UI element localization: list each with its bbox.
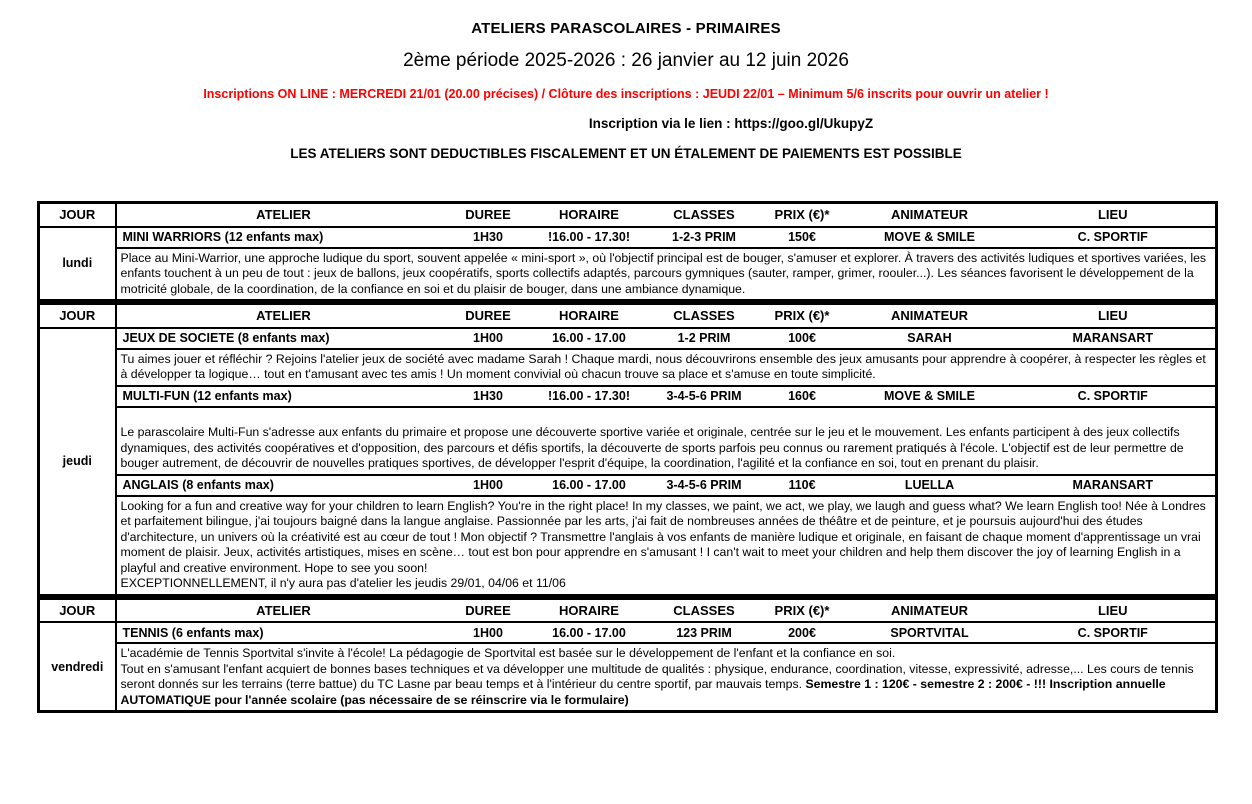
duree-cell: 1H00	[451, 475, 526, 496]
day-cell-lundi: lundi	[39, 227, 116, 301]
description-row	[39, 496, 1217, 596]
header-row	[39, 598, 1217, 622]
atelier-name: TENNIS (6 enfants max)	[116, 622, 451, 643]
document-header	[0, 0, 1252, 161]
col-header-duree: DUREE	[451, 203, 526, 227]
header-row	[39, 203, 1217, 227]
description-row	[39, 248, 1217, 301]
col-header-classes: CLASSES	[653, 598, 756, 622]
atelier-description: Le parascolaire Multi-Fun s'adresse aux enfants du primaire et propose une découverte sportive variée et originale, centrée sur le jeu et le mouvement. Les enfants participent à des jeux collectifs dynamiques, des activités coopératives et d'opposition, des parcours et défis sportifs, la découverte de sports parfois peu connus ou rarement pratiqués à l'école. L'objectif est de leur permettre de bouger autrement, de découvrir de nouvelles pratiques sportives, de développer l'esprit d'équipe, la coordination, l'agilité et la confiance en soi, tout en prenant du plaisir.	[116, 407, 1217, 475]
tax-notice: LES ATELIERS SONT DEDUCTIBLES FISCALEMENT ET UN ÉTALEMENT DE PAIEMENTS EST POSSIBLE	[290, 146, 962, 161]
atelier-description: Tu aimes jouer et réfléchir ? Rejoins l'atelier jeux de société avec madame Sarah ! Chaque mardi, nous découvrirons ensemble des jeux amusants pour apprendre à coopérer, à respecter les règles et à développer ta logique… tout en t'amusant avec tes amis ! Un moment convivial où chacun trouve sa place et s'amuse en toute simplicité.	[116, 349, 1217, 386]
description-row	[39, 643, 1217, 712]
atelier-name: JEUX DE SOCIETE (8 enfants max)	[116, 328, 451, 349]
atelier-name: MINI WARRIORS (12 enfants max)	[116, 227, 451, 248]
classes-cell: 1-2-3 PRIM	[653, 227, 756, 248]
atelier-description: Looking for a fun and creative way for your children to learn English? You're in the right place! In my classes, we paint, we act, we play, we laugh and guess what? We learn English too! Née à Londres et parfaitement bilingue, j'ai toujours baigné dans la langue anglaise. Passionnée par les arts, j'ai fait de nombreuses années de théâtre et de peinture, et je poursuis aujourd'hui des études d'architecture, un univers où la créativité est au cœur de tout ! Mon objectif ? Transmettre l'anglais à vos enfants de manière ludique et originale, en faisant de chaque moment d'apprentissage un vrai moment de plaisir. Jeux, activités artistiques, mises en scène… tout est bon pour apprendre en s'amusant ! I can't wait to meet your children and help them discover the joy of learning English in a playful and creative environment. Hope to see you soon! EXCEPTIONNELLEMENT, il n'y aura pas d'atelier les jeudis 29/01, 04/06 et 11/06	[116, 496, 1217, 596]
horaire-cell: !16.00 - 17.30!	[526, 386, 653, 407]
col-header-prix: PRIX (€)*	[756, 304, 849, 328]
atelier-name: MULTI-FUN (12 enfants max)	[116, 386, 451, 407]
col-header-lieu: LIEU	[1011, 598, 1217, 622]
workshop-row	[39, 227, 1217, 248]
col-header-classes: CLASSES	[653, 203, 756, 227]
col-header-animateur: ANIMATEUR	[849, 598, 1011, 622]
registration-notice: Inscriptions ON LINE : MERCREDI 21/01 (20.00 précises) / Clôture des inscriptions : JEUDI 22/01 – Minimum 5/6 inscrits pour ouvrir un atelier !	[203, 87, 1049, 101]
col-header-prix: PRIX (€)*	[756, 598, 849, 622]
registration-url[interactable]: https://goo.gl/UkupyZ	[734, 116, 874, 131]
col-header-animateur: ANIMATEUR	[849, 203, 1011, 227]
classes-cell: 123 PRIM	[653, 622, 756, 643]
atelier-description: Place au Mini-Warrior, une approche ludique du sport, souvent appelée « mini-sport », où l'objectif principal est de bouger, s'amuser et explorer. À travers des activités ludiques et sportives variées, les enfants touchent à un peu de tout : jeux de ballons, jeux coopératifs, sports collectifs adaptés, parcours gymniques (sauter, ramper, grimer, roouler...). Les séances favorisent le développement de la motricité globale, de la coordination, de la confiance en soi et du plaisir de bouger, dans une ambiance dynamique.	[116, 248, 1217, 301]
schedule-table-jeudi	[37, 302, 1218, 597]
col-header-prix: PRIX (€)*	[756, 203, 849, 227]
horaire-cell: 16.00 - 17.00	[526, 475, 653, 496]
registration-link-line	[105, 116, 1252, 131]
duree-cell: 1H30	[451, 386, 526, 407]
day-cell-jeudi: jeudi	[39, 328, 116, 596]
atelier-description: L'académie de Tennis Sportvital s'invite à l'école! La pédagogie de Sportvital est basée sur le développement de l'enfant et la confiance en soi. Tout en s'amusant l'enfant acquiert de bonnes bases techniques et va développer une multitude de qualités : physique, endurance, coordination, vitesse, expressivité, adresse,... Les cours de tennis seront donnés sur les terrains (terre battue) du TC Lasne par beau temps et à l'intérieur du centre sportif, par mauvais temps. Semestre 1 : 120€ - semestre 2 : 200€ - !!! Inscription annuelle AUTOMATIQUE pour l'année scolaire (pas nécessaire de se réinscrire via le formulaire)	[116, 643, 1217, 712]
horaire-cell: 16.00 - 17.00	[526, 328, 653, 349]
col-header-jour: JOUR	[39, 304, 116, 328]
col-header-horaire: HORAIRE	[526, 304, 653, 328]
schedule-tables	[0, 201, 1252, 713]
duree-cell: 1H30	[451, 227, 526, 248]
lieu-cell: C. SPORTIF	[1011, 227, 1217, 248]
header-row	[39, 304, 1217, 328]
lieu-cell: C. SPORTIF	[1011, 622, 1217, 643]
prix-cell: 150€	[756, 227, 849, 248]
animateur-cell: MOVE & SMILE	[849, 227, 1011, 248]
prix-cell: 100€	[756, 328, 849, 349]
page-title: ATELIERS PARASCOLAIRES - PRIMAIRES	[471, 20, 781, 37]
animateur-cell: MOVE & SMILE	[849, 386, 1011, 407]
classes-cell: 1-2 PRIM	[653, 328, 756, 349]
col-header-classes: CLASSES	[653, 304, 756, 328]
workshop-row	[39, 386, 1217, 407]
workshop-row	[39, 475, 1217, 496]
col-header-animateur: ANIMATEUR	[849, 304, 1011, 328]
lieu-cell: C. SPORTIF	[1011, 386, 1217, 407]
lieu-cell: MARANSART	[1011, 475, 1217, 496]
col-header-jour: JOUR	[39, 598, 116, 622]
animateur-cell: SPORTVITAL	[849, 622, 1011, 643]
col-header-duree: DUREE	[451, 598, 526, 622]
col-header-atelier: ATELIER	[116, 203, 451, 227]
prix-cell: 160€	[756, 386, 849, 407]
animateur-cell: SARAH	[849, 328, 1011, 349]
workshop-row	[39, 622, 1217, 643]
schedule-table-vendredi	[37, 597, 1218, 714]
description-row	[39, 349, 1217, 386]
col-header-lieu: LIEU	[1011, 203, 1217, 227]
lieu-cell: MARANSART	[1011, 328, 1217, 349]
atelier-name: ANGLAIS (8 enfants max)	[116, 475, 451, 496]
link-label: Inscription via le lien :	[588, 116, 735, 131]
col-header-atelier: ATELIER	[116, 598, 451, 622]
duree-cell: 1H00	[451, 328, 526, 349]
prix-cell: 200€	[756, 622, 849, 643]
description-row	[39, 407, 1217, 475]
classes-cell: 3-4-5-6 PRIM	[653, 386, 756, 407]
page-subtitle: 2ème période 2025-2026 : 26 janvier au 12 juin 2026	[403, 50, 849, 71]
day-cell-vendredi: vendredi	[39, 622, 116, 712]
col-header-jour: JOUR	[39, 203, 116, 227]
col-header-atelier: ATELIER	[116, 304, 451, 328]
schedule-table-lundi	[37, 201, 1218, 302]
duree-cell: 1H00	[451, 622, 526, 643]
col-header-duree: DUREE	[451, 304, 526, 328]
col-header-horaire: HORAIRE	[526, 598, 653, 622]
horaire-cell: 16.00 - 17.00	[526, 622, 653, 643]
classes-cell: 3-4-5-6 PRIM	[653, 475, 756, 496]
col-header-lieu: LIEU	[1011, 304, 1217, 328]
horaire-cell: !16.00 - 17.30!	[526, 227, 653, 248]
prix-cell: 110€	[756, 475, 849, 496]
col-header-horaire: HORAIRE	[526, 203, 653, 227]
workshop-row	[39, 328, 1217, 349]
animateur-cell: LUELLA	[849, 475, 1011, 496]
